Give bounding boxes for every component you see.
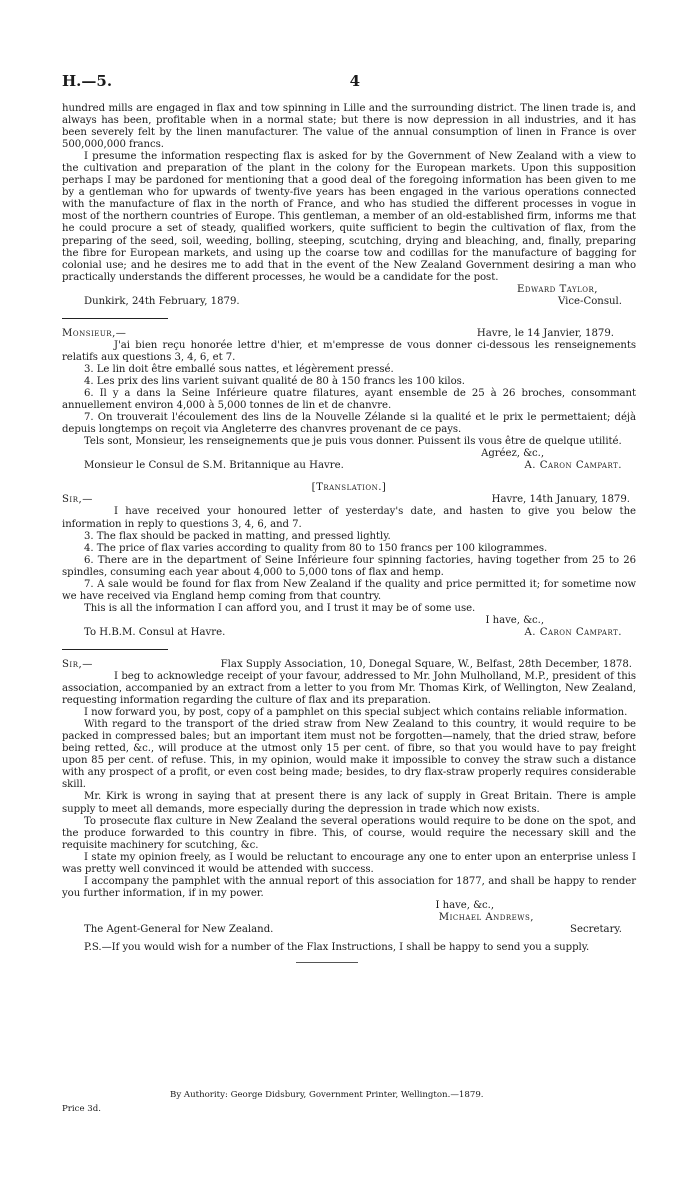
belfast-postscript: P.S.—If you would wish for a number of the Flax Instructions, I shall be happy to send you a supply. — [84, 942, 590, 954]
french-signatory: A. Caron Campart. — [524, 460, 622, 472]
taylor-place-date: Dunkirk, 24th February, 1879. — [84, 295, 240, 307]
belfast-salutation: Sir,— — [62, 658, 93, 670]
belfast-letter — [62, 659, 636, 954]
french-line-4: 6. Il y a dans la Seine Inférieure quatre filatures, ayant ensemble de 25 à 26 broches, consommant annuellement environ 4,000 à 5,000 tonnes de lin et de chanvre. — [62, 388, 636, 412]
belfast-closing: I have, &c., — [435, 899, 494, 911]
french-line-1: J'ai bien reçu honorée lettre d'hier, et m'empresse de vous donner ci-dessous les renseignements relatifs aux questions 3, 4, 6, et 7. — [62, 339, 636, 363]
translation-letter — [62, 482, 636, 639]
taylor-paragraph-1: hundred mills are engaged in flax and tow spinning in Lille and the surrounding district. The linen trade is, and always has been, profitable when in a normal state; but there is now depression in all industries, and it has been severely felt by the linen manufacturer. The value of the annual consumption of linen in France is over 500,000,000 francs. — [62, 103, 636, 151]
translation-line-4: 6. There are in the department of Seine Inférieure four spinning factories, having together from 25 to 26 spindles, consuming each year about 4,000 to 5,000 tons of flax and hemp. — [62, 554, 636, 578]
translation-line-5: 7. A sale would be found for flax from New Zealand if the quality and price permitted it; for sometime now we have received via England hemp coming from that country. — [62, 578, 636, 602]
translation-heading: [Translation.] — [311, 482, 387, 494]
belfast-paragraph-7: I accompany the pamphlet with the annual report of this association for 1877, and shall be happy to render you further information, if in my power. — [62, 875, 636, 899]
belfast-paragraph-4: Mr. Kirk is wrong in saying that at present there is any lack of supply in Great Britain. There is ample supply to meet all demands, more especially during the depression in trade which now exists. — [62, 791, 636, 815]
translation-line-1: I have received your honoured letter of yesterday's date, and hasten to give you below the information in reply to questions 3, 4, 6, and 7. — [62, 506, 636, 530]
translation-closing: I have, &c., — [485, 614, 544, 626]
french-line-3: 4. Les prix des lins varient suivant qualité de 80 à 150 francs les 100 kilos. — [84, 375, 465, 387]
belfast-addressee: The Agent-General for New Zealand. — [84, 924, 274, 935]
french-closing: Agréez, &c., — [481, 448, 544, 460]
translation-salutation: Sir,— — [62, 494, 93, 506]
taylor-dateline — [62, 296, 636, 308]
belfast-paragraph-2: I now forward you, by post, copy of a pamphlet on this special subject which contains reliable information. — [84, 707, 628, 719]
belfast-paragraph-3: With regard to the transport of the dried straw from New Zealand to this country, it would require to be packed in compressed bales; but an important item must not be forgotten—namely, that the dried straw, before being retted, &c., will produce at the utmost only 15 per cent. of fibre, so that you would have to pay freight upon 85 per cent. of refuse. This, in my opinion, would make it impossible to convey the straw such a distance with any prospect of a profit, or even cost being made; besides, to dry flax-straw properly requires considerable skill. — [62, 719, 636, 791]
translation-addressee: To H.B.M. Consul at Havre. — [84, 626, 226, 638]
footer-divider — [296, 962, 358, 963]
page-number: 4 — [349, 72, 360, 90]
belfast-signatory: Michael Andrews, — [438, 911, 534, 923]
translation-place-date: Havre, 14th January, 1879. — [491, 494, 630, 506]
french-line-5: 7. On trouverait l'écoulement des lins de la Nouvelle Zélande si la qualité et le prix le permettaient; déjà depuis longtemps on reçoit via Angleterre des chanvres provenant de ce pays. — [62, 412, 636, 436]
taylor-signatory: Edward Taylor, — [516, 283, 598, 295]
french-letter — [62, 328, 636, 473]
french-line-6: Tels sont, Monsieur, les renseignements que je puis vous donner. Puissent ils vous être de quelque utilité. — [84, 436, 622, 448]
french-addressee: Monsieur le Consul de S.M. Britannique au Havre. — [84, 460, 344, 472]
taylor-letter — [62, 103, 636, 308]
belfast-paragraph-1: I beg to acknowledge receipt of your favour, addressed to Mr. John Mulholland, M.P., president of this association, accompanied by an extract from a letter to you from Mr. Thomas Kirk, of Wellington, New Zealand, requesting information regarding the culture of flax and its preparation. — [62, 671, 636, 707]
taylor-title: Vice-Consul. — [558, 295, 622, 307]
belfast-title: Secretary. — [570, 924, 622, 935]
section-divider — [62, 318, 168, 319]
belfast-paragraph-6: I state my opinion freely, as I would be reluctant to encourage any one to enter upon an enterprise unless I was pretty well convinced it would be attended with success. — [62, 851, 636, 875]
document-page — [62, 72, 636, 963]
taylor-paragraph-2: I presume the information respecting flax is asked for by the Government of New Zealand with a view to the cultivation and preparation of the plant in the colony for the European markets. Upon this supposition perhaps I may be pardoned for mentioning that a good deal of the foregoing information has been given to me by a gentleman who for upwards of twenty-five years has been engaged in the various operations connected with the manufacture of flax in the north of France, and who has studied the different processes in vogue in most of the northern countries of Europe. This gentleman, a member of an old-established firm, informs me that he could procure a set of steady, qualified workers, quite sufficient to begin the cultivation of flax, from the preparing of the seed, soil, weeding, bolling, steeping, scutching, drying and bleaching, and, finally, preparing the fibre for European markets, and using up the coarse tow and codillas for the manufacture of bagging for colonial use; and he desires me to add that in the event of the New Zealand Government desiring a man who practically understands the different processes, he would be a candidate for the post. — [62, 151, 636, 283]
belfast-place-date: Flax Supply Association, 10, Donegal Square, W., Belfast, 28th December, 1878. — [220, 658, 632, 670]
french-place-date: Havre, le 14 Janvier, 1879. — [476, 327, 614, 339]
french-line-2: 3. Le lin doit être emballé sous nattes, et légèrement pressé. — [84, 363, 394, 375]
translation-line-2: 3. The flax should be packed in matting, and pressed lightly. — [84, 530, 391, 542]
french-salutation: Monsieur,— — [62, 327, 127, 339]
translation-signatory: A. Caron Campart. — [524, 626, 622, 638]
document-reference: H.—5. — [62, 72, 113, 90]
translation-line-3: 4. The price of flax varies according to quality from 80 to 150 francs per 100 kilogrammes. — [84, 542, 548, 554]
section-divider — [62, 649, 168, 650]
belfast-paragraph-5: To prosecute flax culture in New Zealand the several operations would require to be done on the spot, and the produce forwarded to this country in fibre. This, of course, would require the necessary skill and the requisite machinery for scutching, &c. — [62, 815, 636, 851]
page-header — [62, 72, 636, 90]
translation-line-6: This is all the information I can afford you, and I trust it may be of some use. — [84, 602, 476, 614]
printer-authority: By Authority: George Didsbury, Government Printer, Wellington.—1879. — [170, 1090, 484, 1100]
price-label: Price 3d. — [62, 1104, 101, 1114]
